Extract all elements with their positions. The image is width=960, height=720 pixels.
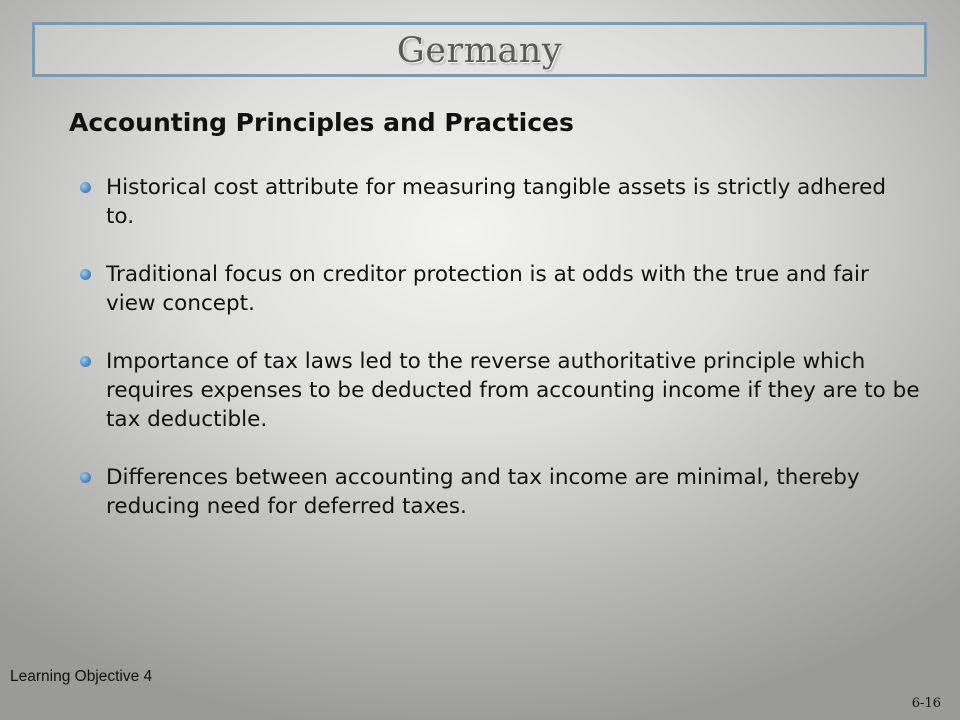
bullet-dot-icon (80, 472, 91, 483)
bullet-dot-icon (80, 182, 91, 193)
bullet-item (80, 347, 920, 434)
section-heading: Accounting Principles and Practices (69, 108, 574, 137)
bullet-item (80, 173, 920, 231)
bullet-item (80, 463, 920, 521)
bullet-dot-icon (80, 356, 91, 367)
bullet-text: Historical cost attribute for measuring tangible assets is strictly adhered to. (106, 175, 887, 229)
bullet-dot-icon (80, 269, 91, 280)
bullet-text: Importance of tax laws led to the reverse authoritative principle which requires expenses to be deducted from accounting income if they are to be tax deductible. (106, 349, 920, 432)
bullet-text: Differences between accounting and tax income are minimal, thereby reducing need for deferred taxes. (106, 465, 860, 519)
slide-title: Germany (396, 31, 563, 71)
learning-objective-label: Learning Objective 4 (10, 668, 153, 685)
page-number: 6-16 (911, 696, 941, 711)
bullet-list (80, 173, 920, 550)
title-box (32, 22, 927, 77)
bullet-item (80, 260, 920, 318)
bullet-text: Traditional focus on creditor protection is at odds with the true and fair view concept. (106, 262, 869, 316)
